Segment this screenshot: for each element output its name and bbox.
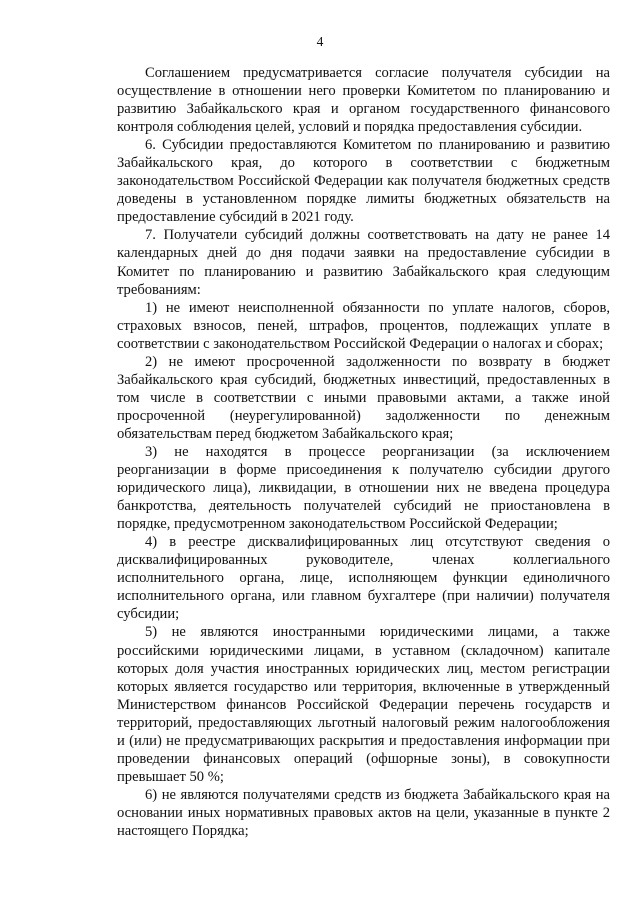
requirement-3: 3) не находятся в процессе реорганизации (за исключением реорганизации в форме присоединения к получателю субсидии другого юридического лица), ликвидации, в отношении них не введена процедура банкротства, деятельность получателей субсидий не приостановлена в порядке, предусмотренном законодательством Российской Федерации; [117,443,610,533]
paragraph-agreement-consent: Соглашением предусматривается согласие получателя субсидии на осуществление в отношении него проверки Комитетом по планированию и развитию Забайкальского края и органом государственного финансового контроля соблюдения целей, условий и порядка предоставления субсидии. [117,65,610,136]
requirement-5: 5) не являются иностранными юридическими лицами, а также российскими юридическими лицами, в уставном (складочном) капитале которых доля участия иностранных юридических лиц, местом регистрации которых является государство или территория, включенные в утвержденный Министерством финансов Российской Федерации перечень государств и территорий, предоставляющих льготный налоговый режим налогообложения и (или) не предусматривающих раскрытия и предоставления информации при проведении финансовых операций (офшорные зоны), в совокупности превышает 50 %; [117,624,610,785]
paragraph-item-6: 6. Субсидии предоставляются Комитетом по планированию и развитию Забайкальского края, до которого в соответствии с бюджетным законодательством Российской Федерации как получателя бюджетных средств доведены в установленном порядке лимиты бюджетных обязательств на предоставление субсидий в 2021 году. [117,137,610,226]
requirement-4: 4) в реестре дисквалифицированных лиц отсутствуют сведения о дисквалифицированных руководителе, членах коллегиального исполнительного органа, лице, исполняющем функции единоличного исполнительного органа, или главном бухгалтере (при наличии) получателя субсидии; [117,534,610,623]
page-number: 4 [316,34,324,49]
paragraph-item-7: 7. Получатели субсидий должны соответствовать на дату не ранее 14 календарных дней до дня подачи заявки на предоставление субсидии в Комитет по планированию и развитию Забайкальского края следующим требованиям: [117,227,610,298]
requirement-1: 1) не имеют неисполненной обязанности по уплате налогов, сборов, страховых взносов, пеней, штрафов, процентов, подлежащих уплате в соответствии с законодательством Российской Федерации о налогах и сборах; [117,299,610,352]
requirement-6: 6) не являются получателями средств из бюджета Забайкальского края на основании иных нормативных правовых актов на цели, указанные в пункте 2 настоящего Порядка; [117,786,610,839]
requirement-2: 2) не имеют просроченной задолженности по возврату в бюджет Забайкальского края субсидий, бюджетных инвестиций, предоставленных в том числе в соответствии с иными правовыми актами, а также иной просроченной (неурегулированной) задолженности по денежным обязательствам перед бюджетом Забайкальского края; [117,353,610,442]
document-body [117,64,610,840]
